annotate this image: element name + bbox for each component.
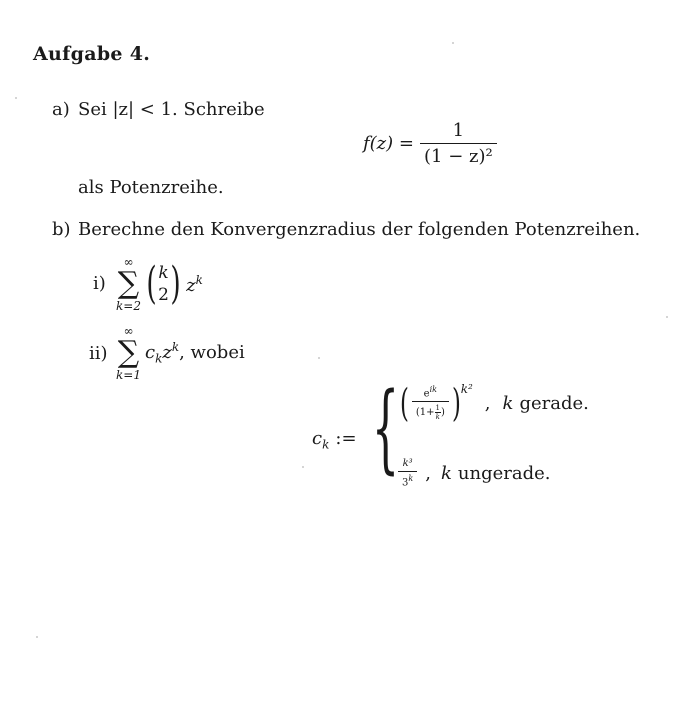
case2-condition-var: k bbox=[440, 462, 452, 484]
sum-i-upper: ∞ bbox=[123, 255, 134, 269]
binomial-inner bbox=[158, 262, 169, 306]
binomial-top: k bbox=[158, 262, 169, 283]
formula-denominator: (1 − z)² bbox=[420, 143, 497, 167]
case1-left-paren-icon: ( bbox=[399, 381, 409, 425]
sum-ii-upper: ∞ bbox=[123, 324, 134, 338]
formula-f bbox=[363, 120, 497, 167]
item-i-label: i) bbox=[93, 273, 106, 294]
case2-comma: , bbox=[425, 462, 431, 484]
case-2 bbox=[398, 458, 550, 488]
sum-ii bbox=[116, 324, 141, 382]
item-ii-term: $c_kz^k$, wobei bbox=[144, 340, 245, 366]
ck-lhs: $c_k$ := bbox=[312, 428, 357, 452]
case1-right-paren-icon: ) bbox=[451, 381, 461, 425]
formula-fraction bbox=[420, 120, 497, 167]
right-paren-icon: ) bbox=[170, 258, 181, 309]
item-ii-label: ii) bbox=[89, 343, 108, 364]
case1-fraction bbox=[412, 385, 449, 421]
sigma-icon: ∑ bbox=[117, 266, 140, 301]
left-paren-icon: ( bbox=[146, 258, 157, 309]
item-i-formula bbox=[116, 255, 203, 313]
case1-condition-text: gerade. bbox=[519, 392, 589, 414]
case2-den: 3$^k$ bbox=[398, 471, 417, 488]
case1-comma: , bbox=[484, 392, 491, 414]
item-i-term: $z^k$ bbox=[186, 272, 203, 296]
scan-speck bbox=[452, 42, 454, 44]
scan-speck bbox=[36, 636, 38, 638]
case1-num: $e^{ik}$ bbox=[423, 384, 437, 400]
sum-i-lower: k=2 bbox=[116, 299, 141, 313]
scan-speck bbox=[15, 97, 17, 99]
case2-condition-text: ungerade. bbox=[457, 462, 551, 484]
case2-fraction bbox=[398, 458, 417, 488]
scan-speck bbox=[318, 357, 320, 359]
part-a-label: a) bbox=[52, 99, 70, 120]
page-title: Aufgabe 4. bbox=[33, 43, 151, 65]
case1-outer-exp: k² bbox=[460, 382, 473, 396]
item-ii-formula bbox=[116, 324, 245, 382]
part-b-text: Berechne den Konvergenzradius der folgenden Potenzreihen. bbox=[78, 219, 641, 240]
case1-condition-var: k bbox=[502, 392, 514, 414]
scan-speck bbox=[666, 316, 668, 318]
sum-i bbox=[116, 255, 141, 313]
formula-lhs: f(z) = bbox=[363, 133, 414, 154]
binomial bbox=[143, 258, 184, 309]
part-a-after: als Potenzreihe. bbox=[78, 177, 224, 198]
case-1 bbox=[397, 381, 589, 425]
part-b-label: b) bbox=[52, 219, 71, 240]
binomial-bottom: 2 bbox=[158, 285, 169, 305]
sum-ii-lower: k=1 bbox=[116, 368, 141, 382]
scan-speck bbox=[302, 466, 304, 468]
part-a-text: Sei |z| < 1. Schreibe bbox=[78, 99, 265, 120]
case2-num: k³ bbox=[402, 458, 413, 469]
sigma-icon: ∑ bbox=[117, 335, 140, 370]
left-brace-icon: { bbox=[371, 372, 400, 484]
case1-den: (1+ $\frac{1}{k}$ ) bbox=[412, 401, 449, 421]
formula-numerator: 1 bbox=[452, 120, 465, 141]
